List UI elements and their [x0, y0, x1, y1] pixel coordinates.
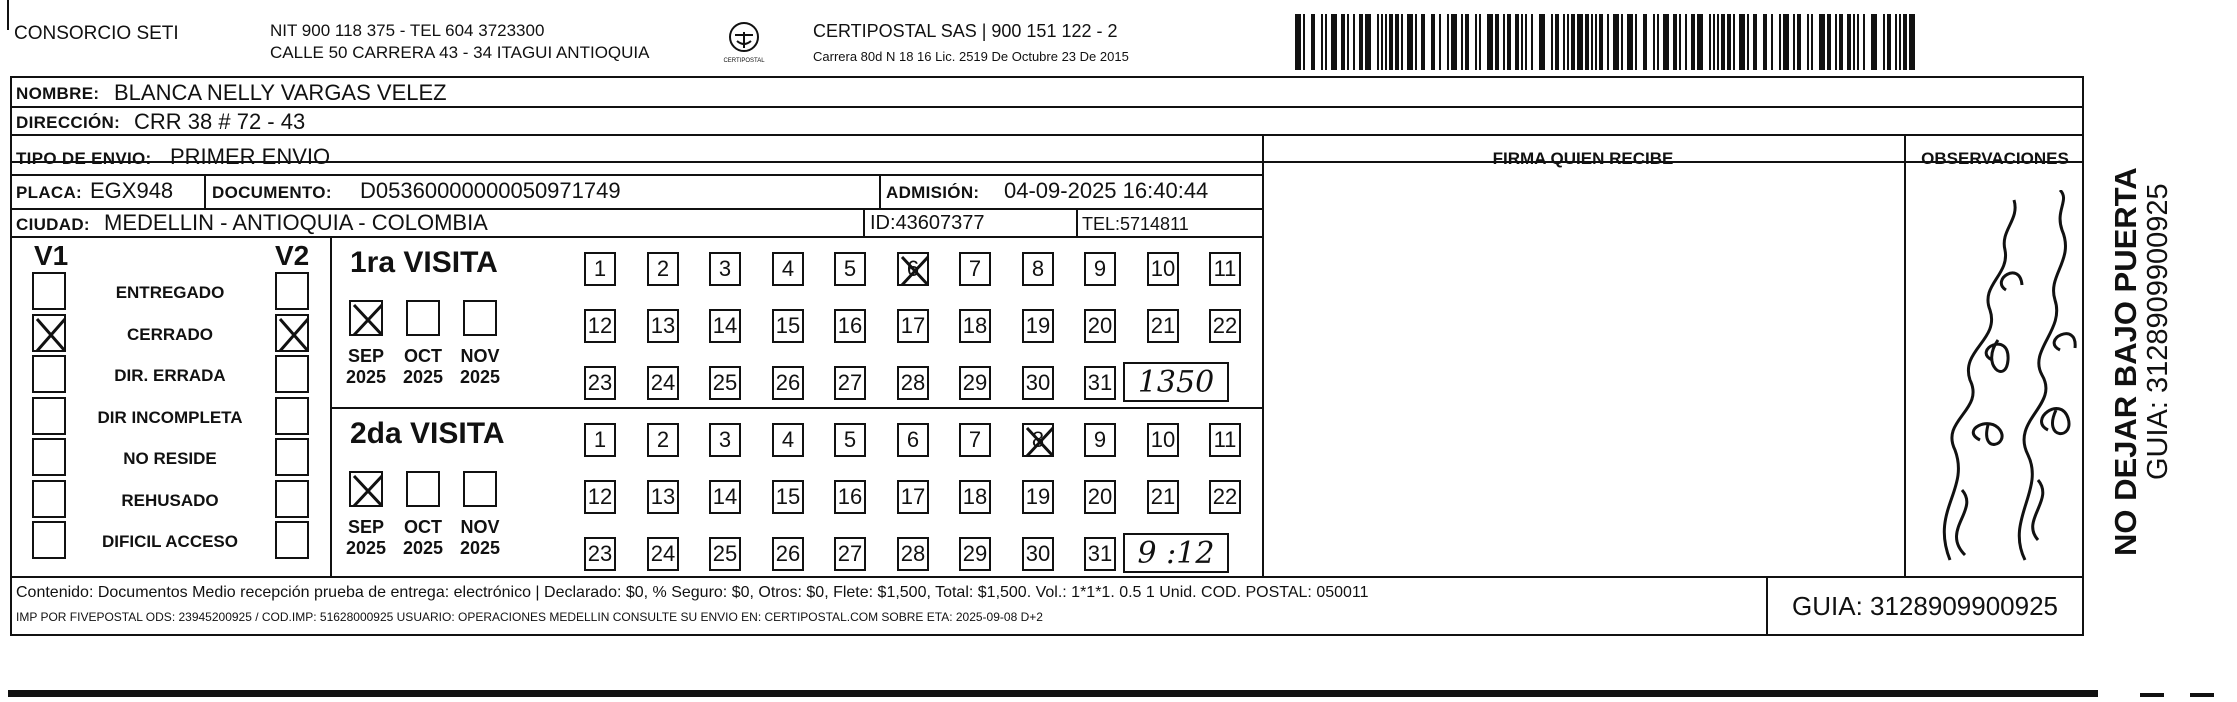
visit1-day-box[interactable]: 20: [1084, 309, 1116, 343]
visit2-day-box[interactable]: 19: [1022, 480, 1054, 514]
bottom-rule: [8, 690, 2098, 697]
visit1-day-box[interactable]: 18: [959, 309, 991, 343]
v1-label: V1: [34, 240, 69, 271]
status-option-label: DIR INCOMPLETA: [97, 408, 243, 427]
visit2-day-box[interactable]: 8: [1022, 423, 1054, 457]
visit2-day-box[interactable]: 12: [584, 480, 616, 514]
certipostal-line2: Carrera 80d N 18 16 Lic. 2519 De Octubre 23 De 2015: [813, 49, 1129, 64]
visit1-day-box[interactable]: 4: [772, 252, 804, 286]
visit1-day-box[interactable]: 12: [584, 309, 616, 343]
visit2-day-box[interactable]: 25: [709, 537, 741, 571]
placa-value: EGX948: [90, 178, 174, 203]
tel-field: [1082, 215, 1189, 233]
corner-mark: [7, 0, 9, 30]
visit2-day-box[interactable]: 1: [584, 423, 616, 457]
visit1-month-checkbox[interactable]: [406, 300, 440, 336]
visit2-day-box[interactable]: 16: [834, 480, 866, 514]
rule: [863, 208, 865, 236]
visit1-day-box[interactable]: 23: [584, 366, 616, 400]
visit2-month-label: NOV 2025: [459, 517, 501, 558]
visit1-day-box[interactable]: 1: [584, 252, 616, 286]
rule: [330, 407, 1262, 409]
logo-text: CERTIPOSTAL: [723, 58, 765, 64]
visit2-day-box[interactable]: 18: [959, 480, 991, 514]
visit1-day-box[interactable]: 7: [959, 252, 991, 286]
footer-line1: Contenido: Documentos Medio recepción prueba de entrega: electrónico | Declarado: $0, % Seguro: $0, Otros: $0, Flete: $1,500, Total: $1,500. Vol.: 1*1*1. 0.5 1 Unid. COD. POSTAL: 050011: [16, 584, 1369, 601]
visit2-day-box[interactable]: 31: [1084, 537, 1116, 571]
certipostal-logo: [722, 20, 766, 66]
visit2-day-box[interactable]: 2: [647, 423, 679, 457]
tel-value: 5714811: [1120, 214, 1189, 234]
nombre-label: NOMBRE:: [16, 84, 100, 103]
visit2-day-box[interactable]: 24: [647, 537, 679, 571]
id-label: ID:: [870, 212, 896, 234]
id-value: 43607377: [895, 212, 985, 234]
visit2-day-box[interactable]: 23: [584, 537, 616, 571]
visit1-day-box[interactable]: 26: [772, 366, 804, 400]
visit2-day-box[interactable]: 5: [834, 423, 866, 457]
visit1-day-box[interactable]: 5: [834, 252, 866, 286]
visit1-day-box[interactable]: 29: [959, 366, 991, 400]
placa-label: PLACA:: [16, 183, 83, 202]
visit1-month-label: SEP 2025: [345, 346, 387, 387]
tel-label: TEL:: [1082, 214, 1121, 234]
status-option-label: REHUSADO: [121, 491, 219, 510]
company-name: CONSORCIO SETI: [14, 23, 179, 44]
tipo-value: PRIMER ENVIO: [170, 144, 331, 169]
rule: [10, 236, 1262, 238]
documento-value: D05360000000050971749: [360, 178, 621, 203]
no-dejar-warning: NO DEJAR BAJO PUERTA: [2108, 167, 2143, 556]
visit2-day-box[interactable]: 7: [959, 423, 991, 457]
rule: [879, 174, 881, 208]
visit1-day-box[interactable]: 21: [1147, 309, 1179, 343]
admision-label: ADMISIÓN:: [886, 183, 980, 202]
id-field: [870, 213, 985, 233]
nombre-value: BLANCA NELLY VARGAS VELEZ: [114, 80, 447, 105]
visit1-day-box[interactable]: 24: [647, 366, 679, 400]
v2-checkbox[interactable]: [275, 355, 309, 393]
visit2-day-box[interactable]: 26: [772, 537, 804, 571]
visit1-day-box[interactable]: 3: [709, 252, 741, 286]
visit2-day-box[interactable]: 20: [1084, 480, 1116, 514]
visit2-month-checkbox[interactable]: [349, 471, 383, 507]
visit1-month-checkbox[interactable]: [463, 300, 497, 336]
rule: [10, 576, 2084, 578]
visit2-day-box[interactable]: 27: [834, 537, 866, 571]
v2-checkbox[interactable]: [275, 438, 309, 476]
visit1-day-box[interactable]: 15: [772, 309, 804, 343]
ciudad-value: MEDELLIN - ANTIOQUIA - COLOMBIA: [104, 210, 488, 235]
status-option-label: DIFICIL ACCESO: [101, 532, 238, 551]
visit1-day-box[interactable]: 19: [1022, 309, 1054, 343]
visit2-month-label: SEP 2025: [345, 517, 387, 558]
visit2-day-box[interactable]: 22: [1209, 480, 1241, 514]
footer-line2: IMP POR FIVEPOSTAL ODS: 23945200925 / COD.IMP: 51628000925 USUARIO: OPERACIONES MEDELLIN CONSULTE SU ENVIO EN: CERTIPOSTAL.COM SOBRE ETA: 2025-09-08 D+2: [16, 610, 1043, 624]
visit2-day-box[interactable]: 14: [709, 480, 741, 514]
visit1-day-box[interactable]: 6: [897, 252, 929, 286]
visit1-time-box[interactable]: 1350: [1123, 362, 1229, 402]
visit2-month-label: OCT 2025: [402, 517, 444, 558]
rule: [1262, 134, 1264, 576]
visit1-day-box[interactable]: 27: [834, 366, 866, 400]
visit1-day-box[interactable]: 2: [647, 252, 679, 286]
v2-checkbox[interactable]: [275, 314, 309, 352]
visit2-day-box[interactable]: 13: [647, 480, 679, 514]
visit2-day-box[interactable]: 4: [772, 423, 804, 457]
certipostal-line1: CERTIPOSTAL SAS | 900 151 122 - 2: [813, 21, 1118, 41]
ciudad-label: CIUDAD:: [16, 215, 90, 234]
visit2-day-box[interactable]: 17: [897, 480, 929, 514]
status-option-label: ENTREGADO: [115, 283, 225, 302]
visit2-title: 2da VISITA: [350, 417, 505, 450]
visit1-day-box[interactable]: 25: [709, 366, 741, 400]
visit1-day-box[interactable]: 14: [709, 309, 741, 343]
visit1-day-box[interactable]: 13: [647, 309, 679, 343]
rule: [330, 236, 332, 576]
visit1-month-label: NOV 2025: [459, 346, 501, 387]
visit2-day-box[interactable]: 10: [1147, 423, 1179, 457]
bottom-mark: [2140, 693, 2164, 697]
visit2-day-box[interactable]: 9: [1084, 423, 1116, 457]
visit2-day-box[interactable]: 3: [709, 423, 741, 457]
visit1-day-box[interactable]: 28: [897, 366, 929, 400]
firma-header: FIRMA QUIEN RECIBE: [1492, 149, 1674, 168]
visit1-day-box[interactable]: 16: [834, 309, 866, 343]
visit1-day-box[interactable]: 31: [1084, 366, 1116, 400]
tipo-label: TIPO DE ENVIO:: [16, 149, 152, 168]
visit2-day-box[interactable]: 15: [772, 480, 804, 514]
visit1-day-box[interactable]: 30: [1022, 366, 1054, 400]
status-option-label: DIR. ERRADA: [114, 366, 226, 385]
visit1-day-box[interactable]: 8: [1022, 252, 1054, 286]
visit2-day-box[interactable]: 11: [1209, 423, 1241, 457]
rule: [10, 174, 1262, 176]
visit2-day-box[interactable]: 30: [1022, 537, 1054, 571]
visit1-day-box[interactable]: 17: [897, 309, 929, 343]
bottom-mark: [2190, 693, 2214, 697]
rule: [204, 174, 206, 208]
visit2-day-box[interactable]: 6: [897, 423, 929, 457]
visit1-day-box[interactable]: 22: [1209, 309, 1241, 343]
direccion-value: CRR 38 # 72 - 43: [134, 109, 306, 134]
visit1-month-label: OCT 2025: [402, 346, 444, 387]
footer-guia: GUIA: 3128909900925: [1792, 591, 2058, 621]
rule: [1076, 208, 1078, 236]
v2-checkbox[interactable]: [275, 272, 309, 310]
status-option-label: NO RESIDE: [123, 449, 217, 468]
visit2-time-box[interactable]: 9 :12: [1123, 533, 1229, 573]
observaciones-header: OBSERVACIONES: [1921, 149, 2069, 168]
visit1-month-checkbox[interactable]: [349, 300, 383, 336]
v2-checkbox[interactable]: [275, 521, 309, 559]
visit2-day-box[interactable]: 28: [897, 537, 929, 571]
documento-label: DOCUMENTO:: [212, 183, 332, 202]
visit2-day-box[interactable]: 21: [1147, 480, 1179, 514]
visit2-month-checkbox[interactable]: [406, 471, 440, 507]
status-option-label: CERRADO: [127, 325, 213, 344]
v2-checkbox[interactable]: [275, 480, 309, 518]
v2-label: V2: [275, 240, 310, 271]
rule: [1904, 134, 1906, 576]
handwritten-signature: [1910, 190, 2080, 570]
visit1-day-box[interactable]: 10: [1147, 252, 1179, 286]
side-guia: GUIA: 3128909900925: [2142, 183, 2174, 480]
visit2-month-checkbox[interactable]: [463, 471, 497, 507]
admision-value: 04-09-2025 16:40:44: [1004, 178, 1209, 203]
nit-line: NIT 900 118 375 - TEL 604 3723300: [270, 21, 545, 40]
visit1-day-box[interactable]: 9: [1084, 252, 1116, 286]
visit1-day-box[interactable]: 11: [1209, 252, 1241, 286]
visit1-title: 1ra VISITA: [350, 246, 498, 279]
direccion-label: DIRECCIÓN:: [16, 113, 121, 132]
rule: [10, 106, 2084, 108]
rule: [10, 134, 2084, 136]
visit2-day-box[interactable]: 29: [959, 537, 991, 571]
barcode: [1295, 14, 1925, 70]
v2-checkbox[interactable]: [275, 397, 309, 435]
address-line: CALLE 50 CARRERA 43 - 34 ITAGUI ANTIOQUIA: [270, 43, 650, 62]
